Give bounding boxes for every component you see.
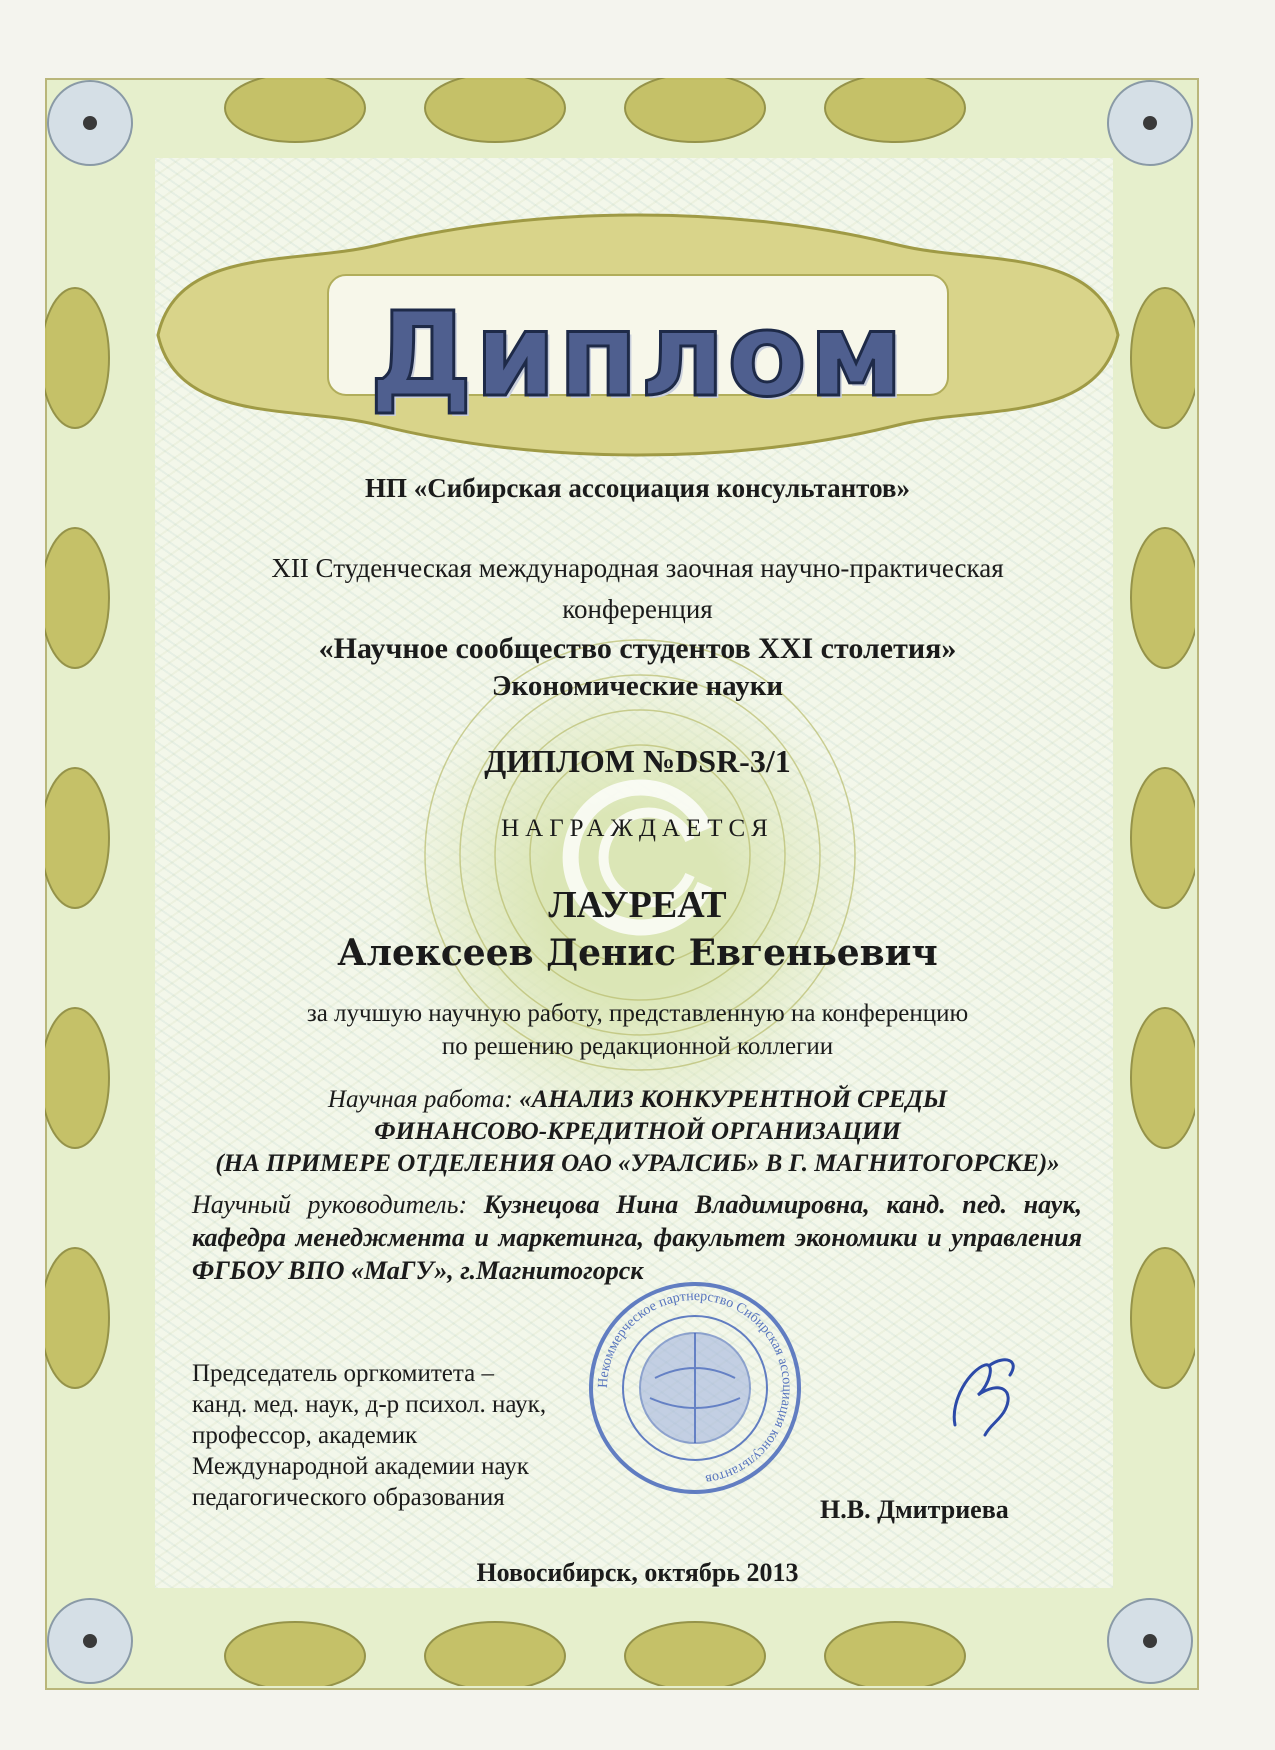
organization-name: НП «Сибирская ассоциация консультантов» xyxy=(365,473,910,503)
work-title-start: «АНАЛИЗ КОНКУРЕНТНОЙ СРЕДЫ xyxy=(519,1086,948,1113)
chair-line-3: профессор, академик xyxy=(192,1422,418,1449)
work-label: Научная работа: xyxy=(327,1086,513,1113)
diploma-title: Диплом xyxy=(369,288,906,423)
chair-line-1: Председатель оргкомитета – xyxy=(192,1360,494,1387)
conference-line-2: конференция xyxy=(562,594,713,624)
conference-section: Экономические науки xyxy=(491,670,784,702)
organization-stamp xyxy=(585,1278,805,1498)
chair-line-5: педагогического образования xyxy=(192,1484,505,1511)
conference-name: «Научное сообщество студентов XXI столетия» xyxy=(318,632,957,665)
signer-name: Н.В. Дмитриева xyxy=(820,1495,1009,1524)
awarded-label: НАГРАЖДАЕТСЯ xyxy=(501,815,774,842)
recipient-name: Алексеев Денис Евгеньевич xyxy=(337,932,938,974)
stamp-outer-text: Некоммерческое партнерство Сибирская ассоциация консультантов xyxy=(595,1288,795,1487)
laureate-title: ЛАУРЕАТ xyxy=(548,884,727,926)
chair-line-4: Международной академии наук xyxy=(192,1453,529,1480)
supervisor-value: Кузнецова Нина Владимировна, канд. пед. наук, кафедра менеджмента и маркетинга, факультет экономики и управления ФГБОУ ВПО «МаГУ», г.Магнитогорск xyxy=(192,1190,1082,1285)
work-title-line-1 xyxy=(0,1086,1275,1114)
work-title-line-2: ФИНАНСОВО-КРЕДИТНОЙ ОРГАНИЗАЦИИ xyxy=(374,1118,901,1145)
supervisor-label: Научный руководитель: xyxy=(192,1190,468,1219)
chair-line-2: канд. мед. наук, д-р психол. наук, xyxy=(192,1391,547,1418)
place-date: Новосибирск, октябрь 2013 xyxy=(476,1558,799,1587)
diploma-number: ДИПЛОМ №DSR-3/1 xyxy=(484,743,791,779)
reason-line-1: за лучшую научную работу, представленную на конференцию xyxy=(306,1000,969,1027)
reason-line-2: по решению редакционной коллегии xyxy=(441,1033,834,1060)
chair-block xyxy=(192,1358,546,1513)
conference-line-1: XII Студенческая международная заочная научно-практическая xyxy=(271,553,1004,583)
supervisor-block xyxy=(192,1188,1082,1287)
work-title-line-3: (НА ПРИМЕРЕ ОТДЕЛЕНИЯ ОАО «УРАЛСИБ» В Г. МАГНИТОГОРСКЕ)» xyxy=(215,1150,1060,1177)
signature-mark xyxy=(930,1340,1040,1450)
